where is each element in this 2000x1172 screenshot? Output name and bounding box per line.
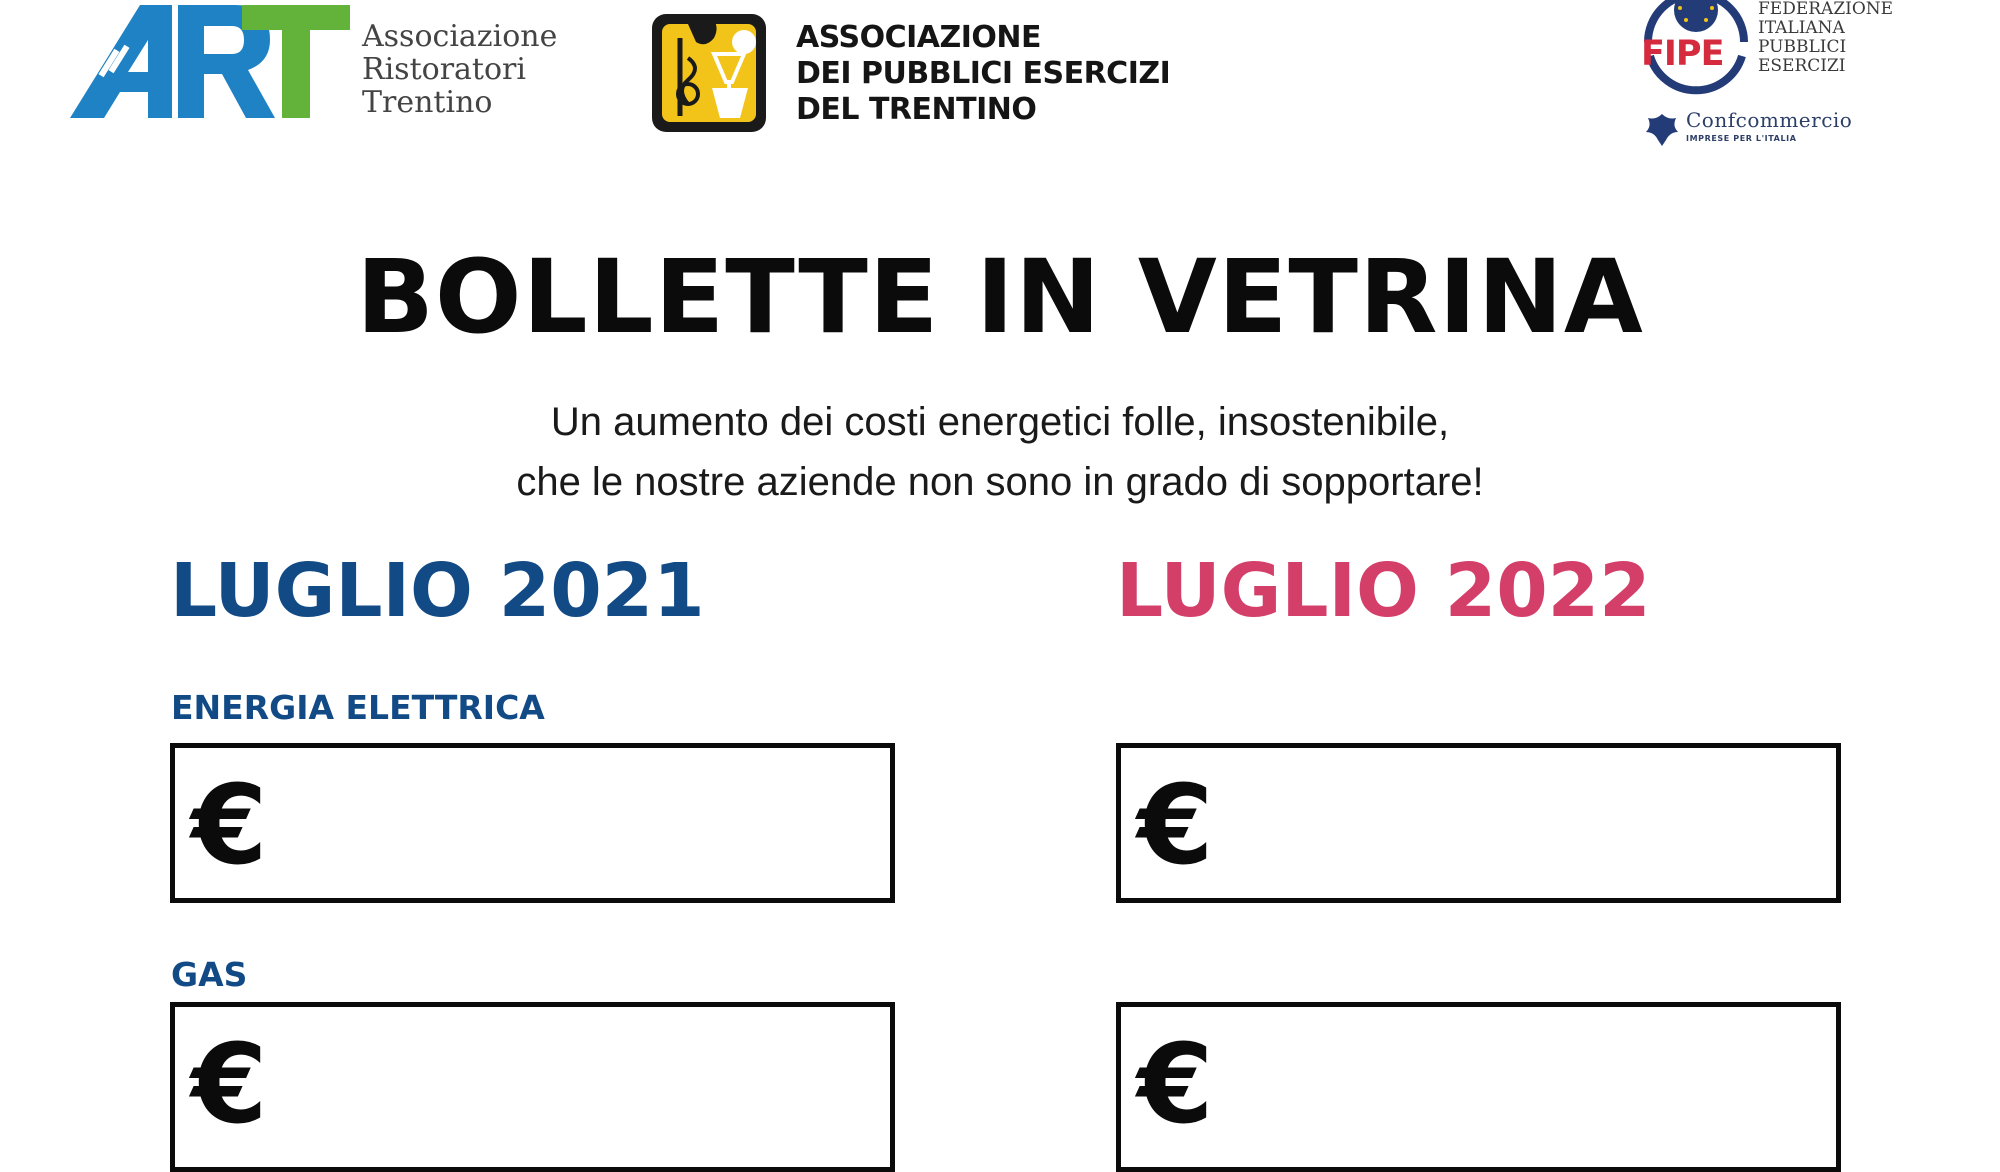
subtitle-line-1: Un aumento dei costi energetici folle, insostenibile, — [550, 400, 1450, 444]
art-line-3: Trentino — [362, 85, 493, 120]
fipe-federation-text — [1758, 0, 1893, 76]
fipe-fed-line-4: ESERCIZI — [1758, 56, 1846, 76]
euro-symbol: € — [1137, 761, 1214, 889]
gas-2022-amount-field[interactable] — [1116, 1002, 1841, 1172]
pe-line-3: DEL TRENTINO — [796, 92, 1037, 127]
column-heading-2022: LUGLIO 2022 — [1116, 548, 1651, 634]
confcommercio-subtitle: IMPRESE PER L'ITALIA — [1686, 134, 1797, 143]
art-logo-text — [362, 20, 557, 119]
confcommercio-eagle-icon — [1642, 110, 1682, 150]
gas-2021-amount-field[interactable] — [170, 1002, 895, 1172]
energy-2022-amount-field[interactable] — [1116, 743, 1841, 903]
pe-line-2: DEI PUBBLICI ESERCIZI — [796, 56, 1171, 91]
pubblici-esercizi-text — [796, 20, 1170, 128]
art-logo-mark — [70, 0, 360, 130]
energy-label: ENERGIA ELETTRICA — [171, 688, 545, 727]
column-heading-2021: LUGLIO 2021 — [170, 548, 705, 634]
pubblici-esercizi-emblem-icon — [648, 8, 772, 136]
energy-2021-amount-field[interactable] — [170, 743, 895, 903]
art-logo — [70, 0, 570, 130]
fipe-fed-line-2: ITALIANA — [1758, 18, 1845, 38]
pe-line-1: ASSOCIAZIONE — [796, 20, 1042, 55]
gas-label: GAS — [171, 955, 248, 994]
fipe-confcommercio-logo — [1636, 0, 1896, 150]
euro-symbol: € — [1137, 1020, 1214, 1148]
art-line-2: Ristoratori — [362, 52, 526, 87]
fipe-fed-line-1: FEDERAZIONE — [1758, 0, 1894, 19]
fipe-fed-line-3: PUBBLICI — [1758, 37, 1847, 57]
page-title: BOLLETTE IN VETRINA — [356, 238, 1644, 357]
confcommercio-text: Confcommercio — [1686, 108, 1853, 132]
page-subtitle — [0, 392, 2000, 512]
pubblici-esercizi-logo — [648, 8, 1171, 138]
euro-symbol: € — [191, 1020, 268, 1148]
subtitle-line-2: che le nostre aziende non sono in grado di sopportare! — [516, 460, 1484, 504]
art-line-1: Associazione — [362, 19, 558, 54]
euro-symbol: € — [191, 761, 268, 889]
fipe-acronym: FIPE — [1641, 34, 1724, 74]
